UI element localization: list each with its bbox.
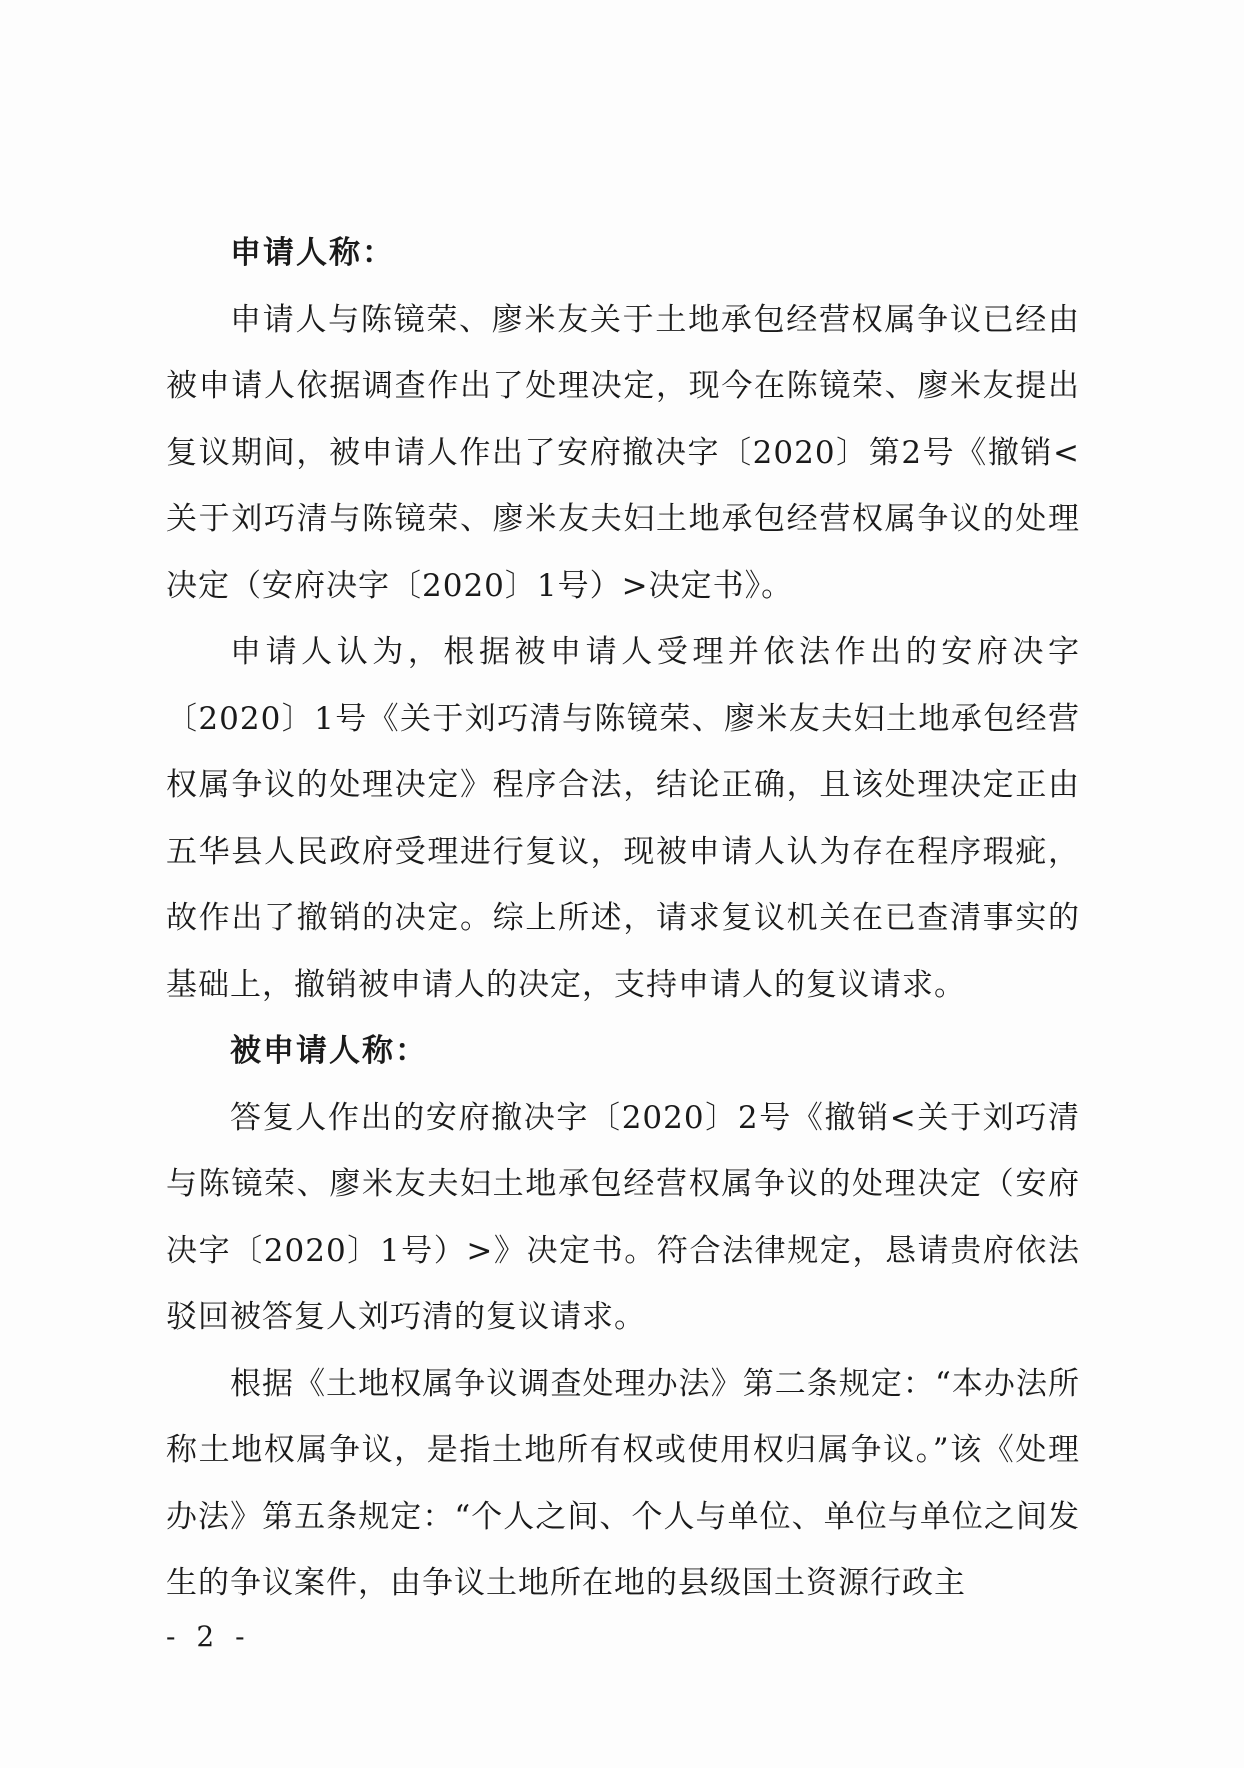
page-number: - 2 - [166, 1620, 251, 1653]
paragraph: 申请人与陈镜荣、廖米友关于土地承包经营权属争议已经由被申请人依据调查作出了处理决定，现今在陈镜荣、廖米友提出复议期间，被申请人作出了安府撤决字〔2020〕第2号《撤销<关于刘巧清与陈镜荣、廖米友夫妇土地承包经营权属争议的处理决定（安府决字〔2020〕1号）>决定书》。 [166, 301, 1080, 604]
paragraph: 根据《土地权属争议调查处理办法》第二条规定：“本办法所称土地权属争议，是指土地所有权或使用权归属争议。”该《处理办法》第五条规定：“个人之间、个人与单位、单位与单位之间发生的争议案件，由争议土地所在地的县级国土资源行政主 [166, 1365, 1080, 1601]
paragraph: 答复人作出的安府撤决字〔2020〕2号《撤销<关于刘巧清与陈镜荣、廖米友夫妇土地承包经营权属争议的处理决定（安府决字〔2020〕1号）>》决定书。符合法律规定，恳请贵府依法驳回被答复人刘巧清的复议请求。 [166, 1099, 1080, 1335]
document-body [166, 220, 1080, 1617]
section-heading-applicant: 申请人称： [230, 235, 395, 271]
paragraph: 申请人认为，根据被申请人受理并依法作出的安府决字〔2020〕1号《关于刘巧清与陈镜荣、廖米友夫妇土地承包经营权属争议的处理决定》程序合法，结论正确，且该处理决定正由五华县人民政府受理进行复议，现被申请人认为存在程序瑕疵，故作出了撤销的决定。综上所述，请求复议机关在已查清事实的基础上，撤销被申请人的决定，支持申请人的复议请求。 [166, 634, 1080, 1003]
section-heading-respondent: 被申请人称： [230, 1033, 428, 1069]
